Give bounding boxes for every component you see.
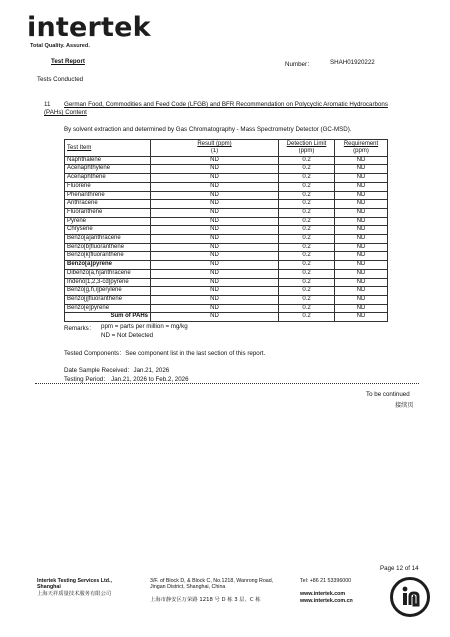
result-cell: ND	[151, 269, 279, 278]
remarks-label: Remarks：	[64, 325, 95, 332]
requirement-cell: ND	[335, 313, 388, 322]
table-row	[65, 217, 388, 226]
intertek-circle-icon	[390, 577, 430, 617]
to-be-continued: To be continued	[366, 391, 410, 398]
page-number: Page 12 of 14	[380, 565, 419, 572]
table-row	[65, 269, 388, 278]
footer-company: Intertek Testing Services Ltd.,	[37, 578, 112, 584]
section-title-line2: (PAHs) Content	[44, 109, 87, 116]
detection-limit-cell: 0.2	[279, 295, 335, 304]
remarks-line1: ppm = parts per million = mg/kg	[101, 323, 188, 330]
test-item-cell: Naphthalene	[65, 156, 151, 165]
test-item-cell: Sum of PAHs	[65, 313, 151, 322]
test-item-cell: Anthracene	[65, 200, 151, 209]
test-item-cell: Pyrene	[65, 217, 151, 226]
detection-limit-cell: 0.2	[279, 278, 335, 287]
test-item-cell: Benzo[e]pyrene	[65, 304, 151, 313]
requirement-cell: ND	[335, 200, 388, 209]
test-item-cell: Fluoranthene	[65, 208, 151, 217]
result-cell: ND	[151, 278, 279, 287]
detection-limit-cell: 0.2	[279, 235, 335, 244]
footer-web-com[interactable]: www.intertek.com	[300, 591, 346, 597]
intertek-logo: intertek	[27, 12, 151, 43]
result-cell: ND	[151, 243, 279, 252]
result-cell: ND	[151, 261, 279, 270]
detection-limit-cell: 0.2	[279, 200, 335, 209]
footer-tel: Tel: +86 21 53396000	[300, 578, 352, 584]
requirement-cell: ND	[335, 304, 388, 313]
table-row	[65, 226, 388, 235]
result-cell: ND	[151, 235, 279, 244]
table-row	[65, 304, 388, 313]
header-result: Result (ppm)	[197, 141, 232, 147]
table-row	[65, 182, 388, 191]
method-description: By solvent extraction and determined by Gas Chromatography - Mass Spectrometry Detector (GC-MSD).	[64, 126, 352, 133]
date-received: Date Sample Received：Jan.21, 2026	[64, 367, 170, 374]
footer-address-cn: 上海市静安区万荣路 1218 号 D 栋 3 层、C 栋	[150, 597, 261, 603]
test-item-cell: Chrysene	[65, 226, 151, 235]
result-cell: ND	[151, 156, 279, 165]
detection-limit-cell: 0.2	[279, 226, 335, 235]
detection-limit-cell: 0.2	[279, 261, 335, 270]
result-cell: ND	[151, 295, 279, 304]
footer-city: Shanghai	[37, 584, 61, 590]
test-item-cell: Acenaphthylene	[65, 165, 151, 174]
table-row	[65, 295, 388, 304]
result-cell: ND	[151, 217, 279, 226]
result-cell: ND	[151, 174, 279, 183]
requirement-cell: ND	[335, 261, 388, 270]
result-cell: ND	[151, 182, 279, 191]
table-row	[65, 200, 388, 209]
detection-limit-cell: 0.2	[279, 287, 335, 296]
detection-limit-cell: 0.2	[279, 304, 335, 313]
table-row	[65, 261, 388, 270]
table-row	[65, 235, 388, 244]
logo-tagline: Total Quality. Assured.	[30, 43, 90, 49]
result-cell: ND	[151, 226, 279, 235]
number-label: Number：	[285, 61, 314, 68]
result-cell: ND	[151, 191, 279, 200]
test-item-cell: Benzo[a]pyrene	[65, 261, 151, 270]
requirement-cell: ND	[335, 226, 388, 235]
header-requirement-unit: (ppm)	[335, 148, 388, 156]
requirement-cell: ND	[335, 174, 388, 183]
table-row	[65, 174, 388, 183]
results-table	[64, 139, 388, 322]
requirement-cell: ND	[335, 243, 388, 252]
table-row	[65, 287, 388, 296]
requirement-cell: ND	[335, 165, 388, 174]
test-item-cell: Phenanthrene	[65, 191, 151, 200]
result-cell: ND	[151, 165, 279, 174]
table-row	[65, 191, 388, 200]
requirement-cell: ND	[335, 252, 388, 261]
result-cell: ND	[151, 313, 279, 322]
test-item-cell: Acenaphthene	[65, 174, 151, 183]
testing-period: Testing Period： Jan.21, 2026 to Feb.2, 2026	[64, 376, 189, 383]
requirement-cell: ND	[335, 235, 388, 244]
footer-address-line2: Jingan District, Shanghai, China	[150, 584, 226, 590]
test-item-cell: Benzo[b]fluoranthene	[65, 243, 151, 252]
requirement-cell: ND	[335, 295, 388, 304]
table-row	[65, 165, 388, 174]
test-item-cell: Fluorene	[65, 182, 151, 191]
requirement-cell: ND	[335, 191, 388, 200]
result-cell: ND	[151, 252, 279, 261]
detection-limit-cell: 0.2	[279, 313, 335, 322]
detection-limit-cell: 0.2	[279, 182, 335, 191]
footer-address-line1: 3/F. of Block D, & Block C, No.1218, Wanrong Road,	[150, 578, 274, 584]
test-item-cell: Benzo[a]anthracene	[65, 235, 151, 244]
detection-limit-cell: 0.2	[279, 217, 335, 226]
test-item-cell: Benzo[g,h,i]perylene	[65, 287, 151, 296]
footer-company-cn: 上海天祥质量技术服务有限公司	[37, 591, 112, 597]
requirement-cell: ND	[335, 182, 388, 191]
tested-components: Tested Components：See component list in the last section of this report.	[64, 350, 266, 357]
detection-limit-cell: 0.2	[279, 191, 335, 200]
section-divider	[35, 383, 419, 384]
table-row	[65, 252, 388, 261]
result-cell: ND	[151, 304, 279, 313]
tests-conducted-label: Tests Conducted	[37, 76, 84, 83]
table-body	[65, 156, 388, 321]
requirement-cell: ND	[335, 287, 388, 296]
header-requirement: Requirement	[343, 141, 379, 147]
to-be-continued-cn: 接续页	[395, 402, 414, 409]
section-title-line1: German Food, Commodities and Feed Code (LFGB) and BFR Recommendation on Polycyclic Aromatic Hydrocarbons	[64, 101, 388, 108]
header-result-sub: (1)	[151, 148, 279, 156]
result-cell: ND	[151, 287, 279, 296]
table-row	[65, 156, 388, 165]
detection-limit-cell: 0.2	[279, 165, 335, 174]
test-item-cell: Benzo[k]fluoranthene	[65, 252, 151, 261]
footer-web-cn[interactable]: www.intertek.com.cn	[300, 598, 353, 604]
table-row	[65, 313, 388, 322]
requirement-cell: ND	[335, 208, 388, 217]
result-cell: ND	[151, 208, 279, 217]
detection-limit-cell: 0.2	[279, 156, 335, 165]
report-number: SHAH01920222	[330, 59, 375, 66]
requirement-cell: ND	[335, 269, 388, 278]
table-header-row	[65, 140, 388, 149]
header-detection-limit: Detection Limit	[286, 141, 327, 147]
detection-limit-cell: 0.2	[279, 174, 335, 183]
report-title: Test Report	[51, 58, 85, 65]
section-index: 11	[44, 101, 51, 108]
header-test-item: Test Item	[67, 144, 92, 151]
remarks-line2: ND = Not Detected	[101, 332, 154, 339]
detection-limit-cell: 0.2	[279, 243, 335, 252]
detection-limit-cell: 0.2	[279, 252, 335, 261]
header-limit-unit: (ppm)	[279, 148, 335, 156]
detection-limit-cell: 0.2	[279, 208, 335, 217]
requirement-cell: ND	[335, 278, 388, 287]
table-row	[65, 278, 388, 287]
requirement-cell: ND	[335, 156, 388, 165]
test-item-cell: Benzo[j]fluoranthene	[65, 295, 151, 304]
test-item-cell: Indeno[1,2,3-cd]pyrene	[65, 278, 151, 287]
requirement-cell: ND	[335, 217, 388, 226]
table-row	[65, 208, 388, 217]
table-row	[65, 243, 388, 252]
test-item-cell: Dibenzo[a,h]anthracene	[65, 269, 151, 278]
result-cell: ND	[151, 200, 279, 209]
detection-limit-cell: 0.2	[279, 269, 335, 278]
